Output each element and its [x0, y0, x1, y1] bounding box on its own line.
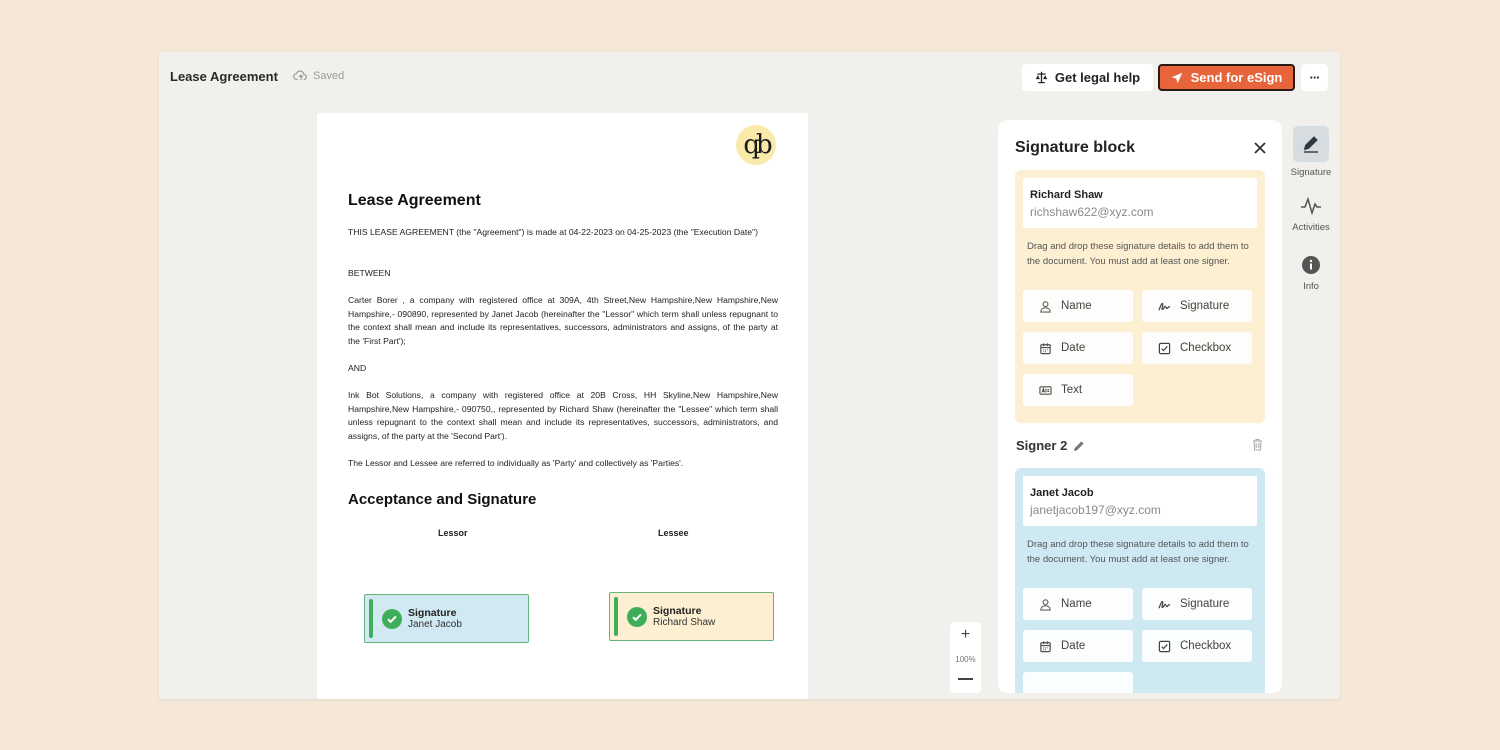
- text-field-chip[interactable]: [1023, 374, 1133, 406]
- saved-label: Saved: [313, 69, 345, 82]
- company-logo: qb: [736, 125, 776, 165]
- lessor-label: Lessor: [438, 528, 468, 538]
- field-label: Date: [1061, 640, 1086, 652]
- signer-email: janetjacob197@xyz.com: [1030, 503, 1161, 517]
- field-label: Name: [1061, 300, 1092, 312]
- field-label: Signature: [1180, 598, 1230, 610]
- text-field-chip[interactable]: [1023, 672, 1133, 693]
- app-window: [159, 52, 1340, 699]
- signature-field-title: Signature: [653, 604, 702, 617]
- signer-2-header: [1016, 438, 1085, 453]
- signature-field-accent: [614, 597, 618, 636]
- calendar-icon: [1039, 342, 1052, 355]
- and-paragraph: AND: [348, 363, 367, 373]
- signer-card-1: [1015, 170, 1265, 423]
- signer-name: Janet Jacob: [1030, 487, 1094, 499]
- send-for-esign-label: Send for eSign: [1190, 70, 1283, 85]
- signer-identity: [1023, 178, 1257, 228]
- field-label: Date: [1061, 342, 1086, 354]
- field-label: Checkbox: [1180, 342, 1232, 354]
- name-field-chip[interactable]: [1023, 290, 1133, 322]
- zoom-level: 100%: [955, 655, 976, 664]
- name-field-chip[interactable]: [1023, 588, 1133, 620]
- signature-field-chip[interactable]: [1142, 290, 1252, 322]
- checkbox-field-chip[interactable]: [1142, 332, 1252, 364]
- save-status: [293, 69, 344, 82]
- signature-icon: [1158, 300, 1171, 313]
- parties-paragraph: The Lessor and Lessee are referred to individually as 'Party' and collectively as 'Parties'.: [348, 458, 684, 468]
- signer-2-label: Signer 2: [1016, 438, 1068, 453]
- checkbox-icon: [1158, 342, 1171, 355]
- document-page: [317, 113, 808, 699]
- between-paragraph: BETWEEN: [348, 268, 391, 278]
- check-circle-icon: [627, 607, 647, 627]
- signature-icon: [1158, 598, 1171, 611]
- user-icon: [1039, 300, 1052, 313]
- acceptance-heading: Acceptance and Signature: [348, 491, 537, 508]
- zoom-control: [950, 622, 981, 693]
- signature-field-chip[interactable]: [1142, 588, 1252, 620]
- signer-name: Richard Shaw: [1030, 189, 1103, 201]
- edit-pencil-icon[interactable]: [1073, 440, 1085, 452]
- signer-identity: [1023, 476, 1257, 526]
- signature-block-panel: [998, 120, 1282, 693]
- field-label: Text: [1061, 384, 1083, 396]
- panel-title: Signature block: [1015, 139, 1136, 156]
- info-icon: [1300, 254, 1322, 276]
- field-label: Name: [1061, 598, 1092, 610]
- get-legal-help-label: Get legal help: [1054, 70, 1141, 85]
- calendar-icon: [1039, 640, 1052, 653]
- rail-label: Activities: [1292, 222, 1330, 233]
- get-legal-help-button[interactable]: [1022, 64, 1153, 91]
- signature-field-richard[interactable]: [609, 592, 774, 641]
- date-field-chip[interactable]: [1023, 332, 1133, 364]
- field-label: Checkbox: [1180, 640, 1232, 652]
- checkbox-field-chip[interactable]: [1142, 630, 1252, 662]
- drag-hint: Drag and drop these signature details to add them to the document. You must add at least one signer.: [1027, 241, 1249, 267]
- pen-icon: [1293, 126, 1329, 162]
- rail-info-tab[interactable]: [1287, 254, 1335, 292]
- signer-email: richshaw622@xyz.com: [1030, 205, 1154, 219]
- trash-icon[interactable]: [1251, 438, 1264, 451]
- user-icon: [1039, 598, 1052, 611]
- field-label: Signature: [1180, 300, 1230, 312]
- signature-field-name: Richard Shaw: [653, 616, 716, 628]
- check-circle-icon: [382, 609, 402, 629]
- rail-signature-tab[interactable]: [1287, 126, 1335, 178]
- lessee-paragraph: Ink Bot Solutions, a company with registered office at 20B Cross, HH Skyline,New Hampshire,New Hampshire,New Hampshire,- 090750,, represented by Richard Shaw (hereinafter the "Lessee" which term shall unless repugnant to the context shall mean and include its representatives, successors, administrators, and assigns, of the party at the 'Second Part').: [348, 390, 778, 441]
- signature-field-janet[interactable]: [364, 594, 529, 643]
- document-title: Lease Agreement: [170, 69, 278, 84]
- cloud-upload-icon: [293, 69, 309, 82]
- send-icon: [1171, 72, 1183, 84]
- signature-field-accent: [369, 599, 373, 638]
- rail-label: Info: [1303, 281, 1319, 292]
- signature-field-title: Signature: [408, 606, 457, 619]
- rail-label: Signature: [1290, 167, 1332, 178]
- signature-field-name: Janet Jacob: [408, 618, 462, 630]
- lessee-label: Lessee: [658, 528, 689, 538]
- checkbox-icon: [1158, 640, 1171, 653]
- activity-icon: [1299, 195, 1323, 217]
- drag-hint: Drag and drop these signature details to add them to the document. You must add at least one signer.: [1027, 539, 1249, 565]
- agreement-intro-paragraph: THIS LEASE AGREEMENT (the "Agreement") is made at 04-22-2023 on 04-25-2023 (the "Execution Date"): [348, 227, 758, 237]
- text-field-icon: [1039, 384, 1052, 397]
- close-icon[interactable]: [1252, 140, 1268, 156]
- date-field-chip[interactable]: [1023, 630, 1133, 662]
- zoom-out-button[interactable]: [958, 678, 973, 680]
- document-heading: Lease Agreement: [348, 192, 481, 209]
- more-options-button[interactable]: ···: [1301, 64, 1328, 91]
- lessor-paragraph: Carter Borer , a company with registered office at 309A, 4th Street,New Hampshire,New Hampshire,New Hampshire,- 090890, represented by Janet Jacob (hereinafter the "Lessor" which term shall unless repugnant to the context shall mean and include its representatives, successors, administrators and assigns, of the party at the 'First Part');: [348, 295, 778, 346]
- zoom-in-button[interactable]: +: [960, 626, 971, 643]
- scale-icon: [1035, 71, 1048, 84]
- rail-activities-tab[interactable]: [1287, 195, 1335, 233]
- signer-card-2: [1015, 468, 1265, 693]
- send-for-esign-button[interactable]: [1158, 64, 1295, 91]
